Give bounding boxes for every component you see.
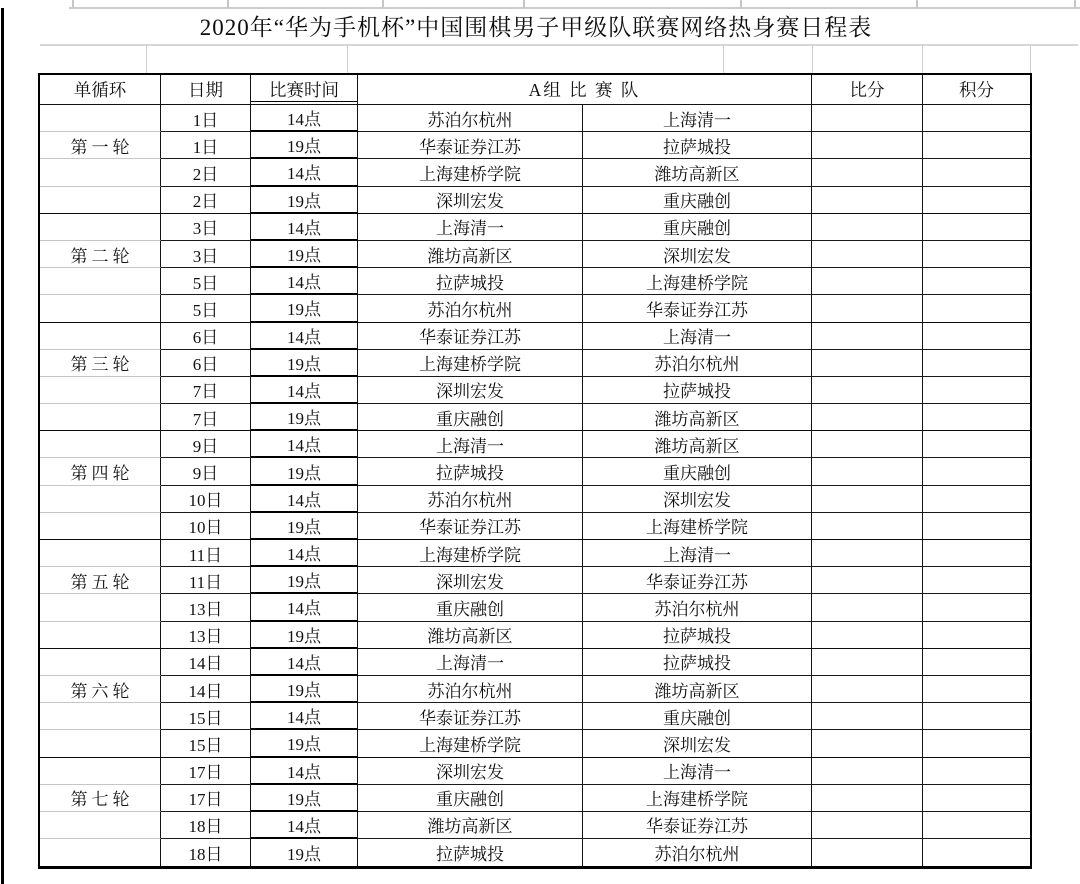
- header-teams[interactable]: A组 比 赛 队: [358, 75, 812, 105]
- date-cell[interactable]: 18日: [161, 812, 251, 839]
- home-team-cell[interactable]: 重庆融创: [358, 404, 583, 431]
- home-team-cell[interactable]: 重庆融创: [358, 785, 583, 812]
- away-team-cell[interactable]: 上海清一: [583, 105, 812, 132]
- time-cell[interactable]: 14点: [251, 486, 358, 513]
- points-cell[interactable]: [923, 486, 1030, 513]
- home-team-cell[interactable]: 华泰证券江苏: [358, 513, 583, 540]
- away-team-cell[interactable]: 上海建桥学院: [583, 268, 812, 295]
- date-cell[interactable]: 1日: [161, 105, 251, 132]
- score-cell[interactable]: [812, 404, 923, 431]
- home-team-cell[interactable]: 潍坊高新区: [358, 241, 583, 268]
- gridline: [347, 45, 348, 73]
- round-cell[interactable]: [40, 214, 161, 241]
- gridline-tick: [740, 0, 742, 8]
- gridline-tick: [523, 0, 525, 8]
- home-team-cell[interactable]: 苏泊尔杭州: [358, 295, 583, 322]
- round-cell[interactable]: [40, 486, 161, 513]
- score-cell[interactable]: [812, 187, 923, 214]
- round-cell[interactable]: [40, 730, 161, 757]
- home-team-cell[interactable]: 上海建桥学院: [358, 540, 583, 567]
- score-cell[interactable]: [812, 105, 923, 132]
- round-cell[interactable]: [40, 785, 161, 812]
- date-cell[interactable]: 11日: [161, 567, 251, 594]
- date-cell[interactable]: 1日: [161, 132, 251, 159]
- header-points[interactable]: 积分: [923, 75, 1030, 105]
- points-cell[interactable]: [923, 268, 1030, 295]
- away-team-cell[interactable]: 拉萨城投: [583, 649, 812, 676]
- time-cell[interactable]: 14点: [251, 594, 358, 621]
- round-cell[interactable]: [40, 812, 161, 839]
- date-cell[interactable]: 2日: [161, 187, 251, 214]
- points-cell[interactable]: [923, 132, 1030, 159]
- away-team-cell[interactable]: 重庆融创: [583, 187, 812, 214]
- date-cell[interactable]: 3日: [161, 214, 251, 241]
- time-cell[interactable]: 14点: [251, 214, 358, 241]
- points-cell[interactable]: [923, 730, 1030, 757]
- page-left-border: [1, 8, 4, 884]
- home-team-cell[interactable]: 苏泊尔杭州: [358, 676, 583, 703]
- date-cell[interactable]: 13日: [161, 622, 251, 649]
- home-team-cell[interactable]: 深圳宏发: [358, 377, 583, 404]
- away-team-cell[interactable]: 上海清一: [583, 323, 812, 350]
- away-team-cell[interactable]: 苏泊尔杭州: [583, 594, 812, 621]
- away-team-cell[interactable]: 华泰证券江苏: [583, 567, 812, 594]
- gridline: [922, 45, 923, 73]
- points-cell[interactable]: [923, 785, 1030, 812]
- date-cell[interactable]: 11日: [161, 540, 251, 567]
- score-cell[interactable]: [812, 486, 923, 513]
- score-cell[interactable]: [812, 458, 923, 485]
- round-label: 第七轮: [70, 790, 134, 810]
- home-team-cell[interactable]: 华泰证券江苏: [358, 323, 583, 350]
- points-cell[interactable]: [923, 159, 1030, 186]
- time-cell[interactable]: 19点: [251, 132, 358, 159]
- gridline-tick: [916, 0, 918, 8]
- round-cell[interactable]: [40, 703, 161, 730]
- home-team-cell[interactable]: 拉萨城投: [358, 268, 583, 295]
- home-team-cell[interactable]: 拉萨城投: [358, 458, 583, 485]
- home-team-cell[interactable]: 华泰证券江苏: [358, 703, 583, 730]
- score-cell[interactable]: [812, 323, 923, 350]
- score-cell[interactable]: [812, 540, 923, 567]
- date-cell[interactable]: 5日: [161, 295, 251, 322]
- date-cell[interactable]: 3日: [161, 241, 251, 268]
- date-cell[interactable]: 15日: [161, 703, 251, 730]
- home-team-cell[interactable]: 上海建桥学院: [358, 159, 583, 186]
- score-cell[interactable]: [812, 622, 923, 649]
- gridline-tick: [1074, 0, 1076, 8]
- gridline-tick: [227, 0, 229, 8]
- score-cell[interactable]: [812, 758, 923, 785]
- date-cell[interactable]: 13日: [161, 594, 251, 621]
- time-cell[interactable]: 14点: [251, 703, 358, 730]
- away-team-cell[interactable]: 潍坊高新区: [583, 431, 812, 458]
- away-team-cell[interactable]: 潍坊高新区: [583, 159, 812, 186]
- points-cell[interactable]: [923, 839, 1030, 866]
- date-cell[interactable]: 14日: [161, 649, 251, 676]
- home-team-cell[interactable]: 苏泊尔杭州: [358, 105, 583, 132]
- round-cell[interactable]: [40, 513, 161, 540]
- away-team-cell[interactable]: 重庆融创: [583, 703, 812, 730]
- score-cell[interactable]: [812, 159, 923, 186]
- time-cell[interactable]: 19点: [251, 785, 358, 812]
- date-cell[interactable]: 9日: [161, 458, 251, 485]
- away-team-cell[interactable]: 重庆融创: [583, 458, 812, 485]
- score-cell[interactable]: [812, 785, 923, 812]
- score-cell[interactable]: [812, 839, 923, 866]
- points-cell[interactable]: [923, 594, 1030, 621]
- score-cell[interactable]: [812, 295, 923, 322]
- away-team-cell[interactable]: 拉萨城投: [583, 377, 812, 404]
- time-cell[interactable]: 14点: [251, 377, 358, 404]
- date-cell[interactable]: 9日: [161, 431, 251, 458]
- home-team-cell[interactable]: 重庆融创: [358, 594, 583, 621]
- away-team-cell[interactable]: 深圳宏发: [583, 486, 812, 513]
- away-team-cell[interactable]: 潍坊高新区: [583, 676, 812, 703]
- round-cell[interactable]: [40, 268, 161, 295]
- time-cell[interactable]: 19点: [251, 622, 358, 649]
- points-cell[interactable]: [923, 431, 1030, 458]
- away-team-cell[interactable]: 深圳宏发: [583, 730, 812, 757]
- away-team-cell[interactable]: 上海建桥学院: [583, 785, 812, 812]
- gridline: [812, 45, 813, 73]
- round-cell[interactable]: [40, 622, 161, 649]
- time-cell[interactable]: 19点: [251, 187, 358, 214]
- away-team-cell[interactable]: 拉萨城投: [583, 622, 812, 649]
- points-cell[interactable]: [923, 758, 1030, 785]
- points-cell[interactable]: [923, 241, 1030, 268]
- date-cell[interactable]: 5日: [161, 268, 251, 295]
- round-cell[interactable]: [40, 350, 161, 377]
- time-cell[interactable]: 19点: [251, 567, 358, 594]
- round-cell[interactable]: [40, 431, 161, 458]
- points-cell[interactable]: [923, 404, 1030, 431]
- date-cell[interactable]: 10日: [161, 513, 251, 540]
- away-team-cell[interactable]: 上海清一: [583, 758, 812, 785]
- score-cell[interactable]: [812, 132, 923, 159]
- round-cell[interactable]: [40, 295, 161, 322]
- score-cell[interactable]: [812, 431, 923, 458]
- time-cell[interactable]: 14点: [251, 431, 358, 458]
- time-cell[interactable]: 19点: [251, 241, 358, 268]
- score-cell[interactable]: [812, 649, 923, 676]
- time-cell[interactable]: 14点: [251, 323, 358, 350]
- away-team-cell[interactable]: 华泰证券江苏: [583, 812, 812, 839]
- date-cell[interactable]: 6日: [161, 323, 251, 350]
- round-cell[interactable]: [40, 594, 161, 621]
- points-cell[interactable]: [923, 187, 1030, 214]
- away-team-cell[interactable]: 上海建桥学院: [583, 513, 812, 540]
- gridline: [1030, 45, 1031, 73]
- points-cell[interactable]: [923, 676, 1030, 703]
- home-team-cell[interactable]: 深圳宏发: [358, 567, 583, 594]
- home-team-cell[interactable]: 上海清一: [358, 431, 583, 458]
- away-team-cell[interactable]: 苏泊尔杭州: [583, 839, 812, 866]
- gridline-tick: [72, 0, 74, 8]
- home-team-cell[interactable]: 上海清一: [358, 649, 583, 676]
- round-cell[interactable]: [40, 758, 161, 785]
- away-team-cell[interactable]: 上海清一: [583, 540, 812, 567]
- score-cell[interactable]: [812, 350, 923, 377]
- home-team-cell[interactable]: 上海建桥学院: [358, 730, 583, 757]
- header-round[interactable]: 单循环: [40, 75, 161, 105]
- round-cell[interactable]: [40, 567, 161, 594]
- score-cell[interactable]: [812, 567, 923, 594]
- round-cell[interactable]: [40, 458, 161, 485]
- home-team-cell[interactable]: 上海清一: [358, 214, 583, 241]
- round-cell[interactable]: [40, 187, 161, 214]
- points-cell[interactable]: [923, 622, 1030, 649]
- round-label: 第六轮: [70, 681, 134, 701]
- points-cell[interactable]: [923, 323, 1030, 350]
- points-cell[interactable]: [923, 350, 1030, 377]
- away-team-cell[interactable]: 潍坊高新区: [583, 404, 812, 431]
- home-team-cell[interactable]: 拉萨城投: [358, 839, 583, 866]
- home-team-cell[interactable]: 深圳宏发: [358, 758, 583, 785]
- time-cell[interactable]: 14点: [251, 268, 358, 295]
- date-cell[interactable]: 7日: [161, 404, 251, 431]
- home-team-cell[interactable]: 潍坊高新区: [358, 622, 583, 649]
- date-cell[interactable]: 10日: [161, 486, 251, 513]
- score-cell[interactable]: [812, 594, 923, 621]
- away-team-cell[interactable]: 华泰证券江苏: [583, 295, 812, 322]
- round-cell[interactable]: [40, 132, 161, 159]
- score-cell[interactable]: [812, 730, 923, 757]
- header-time[interactable]: 比赛时间: [251, 75, 358, 105]
- round-cell[interactable]: [40, 159, 161, 186]
- date-cell[interactable]: 17日: [161, 758, 251, 785]
- gridline: [146, 45, 147, 73]
- date-cell[interactable]: 15日: [161, 730, 251, 757]
- away-team-cell[interactable]: 重庆融创: [583, 214, 812, 241]
- date-cell[interactable]: 6日: [161, 350, 251, 377]
- time-cell[interactable]: 19点: [251, 513, 358, 540]
- score-cell[interactable]: [812, 214, 923, 241]
- time-cell[interactable]: 19点: [251, 839, 358, 866]
- time-cell[interactable]: 14点: [251, 758, 358, 785]
- home-team-cell[interactable]: 苏泊尔杭州: [358, 486, 583, 513]
- time-cell[interactable]: 19点: [251, 676, 358, 703]
- points-cell[interactable]: [923, 377, 1030, 404]
- time-cell[interactable]: 14点: [251, 105, 358, 132]
- schedule-table: [38, 73, 1032, 869]
- date-cell[interactable]: 18日: [161, 839, 251, 866]
- time-cell[interactable]: 14点: [251, 540, 358, 567]
- time-cell[interactable]: 14点: [251, 812, 358, 839]
- time-cell[interactable]: 19点: [251, 458, 358, 485]
- round-cell[interactable]: [40, 105, 161, 132]
- round-cell[interactable]: [40, 839, 161, 866]
- round-cell[interactable]: [40, 323, 161, 350]
- header-score[interactable]: 比分: [812, 75, 923, 105]
- date-cell[interactable]: 7日: [161, 377, 251, 404]
- score-cell[interactable]: [812, 513, 923, 540]
- points-cell[interactable]: [923, 295, 1030, 322]
- points-cell[interactable]: [923, 812, 1030, 839]
- date-cell[interactable]: 14日: [161, 676, 251, 703]
- time-cell[interactable]: 19点: [251, 730, 358, 757]
- points-cell[interactable]: [923, 567, 1030, 594]
- score-cell[interactable]: [812, 676, 923, 703]
- top-gridline: [69, 7, 1080, 9]
- time-cell[interactable]: 19点: [251, 404, 358, 431]
- points-cell[interactable]: [923, 105, 1030, 132]
- time-cell[interactable]: 19点: [251, 295, 358, 322]
- page-title: 2020年“华为手机杯”中国围棋男子甲级队联赛网络热身赛日程表: [199, 15, 873, 40]
- away-team-cell[interactable]: 深圳宏发: [583, 241, 812, 268]
- date-cell[interactable]: 17日: [161, 785, 251, 812]
- gridline-tick: [382, 0, 384, 8]
- time-cell[interactable]: 14点: [251, 649, 358, 676]
- away-team-cell[interactable]: 拉萨城投: [583, 132, 812, 159]
- points-cell[interactable]: [923, 649, 1030, 676]
- header-date[interactable]: 日期: [161, 75, 251, 105]
- score-cell[interactable]: [812, 703, 923, 730]
- round-label: 第五轮: [70, 572, 134, 592]
- points-cell[interactable]: [923, 458, 1030, 485]
- home-team-cell[interactable]: 深圳宏发: [358, 187, 583, 214]
- home-team-cell[interactable]: 潍坊高新区: [358, 812, 583, 839]
- date-cell[interactable]: 2日: [161, 159, 251, 186]
- points-cell[interactable]: [923, 540, 1030, 567]
- round-label: 第一轮: [70, 137, 134, 157]
- round-label: 第四轮: [70, 464, 134, 484]
- round-cell[interactable]: [40, 404, 161, 431]
- points-cell[interactable]: [923, 513, 1030, 540]
- score-cell[interactable]: [812, 377, 923, 404]
- score-cell[interactable]: [812, 812, 923, 839]
- round-label: 第二轮: [70, 246, 134, 266]
- round-cell[interactable]: [40, 676, 161, 703]
- away-team-cell[interactable]: 苏泊尔杭州: [583, 350, 812, 377]
- points-cell[interactable]: [923, 703, 1030, 730]
- round-cell[interactable]: [40, 377, 161, 404]
- round-cell[interactable]: [40, 241, 161, 268]
- score-cell[interactable]: [812, 241, 923, 268]
- time-cell[interactable]: 19点: [251, 350, 358, 377]
- time-cell[interactable]: 14点: [251, 159, 358, 186]
- round-label: 第三轮: [70, 355, 134, 375]
- round-cell[interactable]: [40, 540, 161, 567]
- round-cell[interactable]: [40, 649, 161, 676]
- score-cell[interactable]: [812, 268, 923, 295]
- home-team-cell[interactable]: 上海建桥学院: [358, 350, 583, 377]
- gridline: [723, 45, 724, 73]
- home-team-cell[interactable]: 华泰证券江苏: [358, 132, 583, 159]
- points-cell[interactable]: [923, 214, 1030, 241]
